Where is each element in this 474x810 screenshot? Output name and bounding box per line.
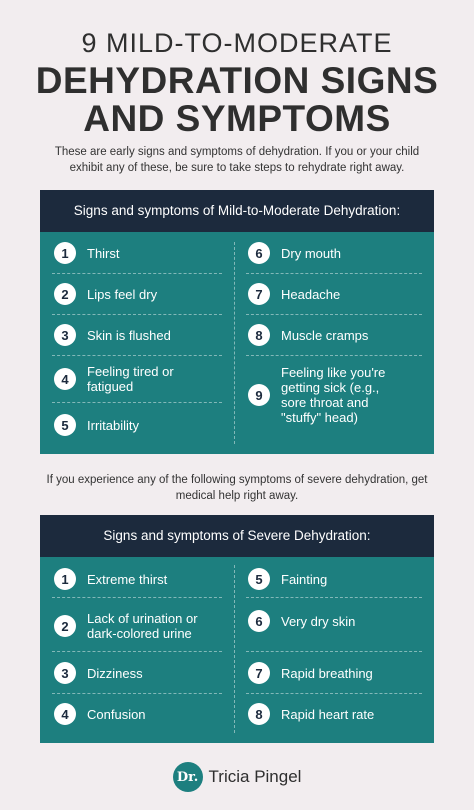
mild-symptom-item: [248, 283, 340, 305]
mild-symptom-item: [54, 324, 171, 346]
row-divider: [246, 597, 422, 598]
symptom-number-badge: 6: [248, 242, 270, 264]
symptom-number-badge: 4: [54, 368, 76, 390]
logo-mark-icon: Dr.: [173, 762, 203, 792]
symptom-number-badge: 5: [54, 414, 76, 436]
symptom-number-badge: 4: [54, 703, 76, 725]
symptom-label: Thirst: [87, 245, 120, 261]
mild-symptom-item: [54, 364, 174, 394]
logo-name: Tricia Pingel: [208, 767, 302, 786]
brand-logo: [0, 762, 474, 792]
symptom-label: Feeling tired or fatigued: [87, 364, 174, 394]
row-divider: [52, 273, 222, 274]
symptom-label: Lack of urination or dark-colored urine: [87, 611, 198, 641]
row-divider: [246, 314, 422, 315]
symptom-number-badge: 1: [54, 568, 76, 590]
symptom-label: Confusion: [87, 706, 146, 722]
mild-symptom-item: [248, 324, 368, 346]
row-divider: [246, 651, 422, 652]
severe-symptom-item: [54, 611, 198, 641]
mild-symptom-item: [54, 414, 139, 436]
row-divider: [246, 273, 422, 274]
symptom-label: Fainting: [281, 571, 328, 587]
severe-symptom-item: [54, 662, 143, 684]
severe-column-divider: [234, 565, 235, 733]
symptom-label: Very dry skin: [281, 613, 356, 629]
mild-panel-heading: Signs and symptoms of Mild-to-Moderate Dehydration:: [40, 190, 434, 232]
symptom-number-badge: 3: [54, 662, 76, 684]
intro-mild-line-2: exhibit any of these, be sure to take steps to rehydrate right away.: [69, 162, 405, 174]
severe-symptom-item: [54, 568, 167, 590]
symptom-number-badge: 7: [248, 283, 270, 305]
symptom-label: Dizziness: [87, 665, 143, 681]
mild-column-divider: [234, 242, 235, 444]
severe-symptom-item: [54, 703, 146, 725]
severe-symptoms-panel: [40, 515, 434, 743]
row-divider: [52, 693, 222, 694]
symptom-number-badge: 2: [54, 615, 76, 637]
row-divider: [52, 314, 222, 315]
intro-severe-line-1: If you experience any of the following symptoms of severe dehydration, get: [46, 474, 428, 486]
mild-symptom-item: [54, 283, 157, 305]
intro-severe-line-2: medical help right away.: [175, 490, 299, 502]
symptom-number-badge: 5: [248, 568, 270, 590]
symptom-number-badge: 7: [248, 662, 270, 684]
severe-panel-heading: Signs and symptoms of Severe Dehydration:: [40, 515, 434, 557]
symptom-label: Feeling like you're getting sick (e.g., sore throat and "stuffy" head): [281, 365, 386, 425]
infographic-subtitle: 9 MILD-TO-MODERATE: [81, 28, 393, 58]
symptom-label: Dry mouth: [281, 245, 341, 261]
symptom-number-badge: 6: [248, 610, 270, 632]
mild-symptom-item: [54, 242, 120, 264]
symptom-label: Muscle cramps: [281, 327, 369, 343]
symptom-number-badge: 2: [54, 283, 76, 305]
intro-paragraph-mild: [40, 144, 434, 176]
severe-symptom-item: [248, 703, 374, 725]
row-divider: [52, 651, 222, 652]
symptom-label: Headache: [281, 286, 341, 302]
symptom-number-badge: 8: [248, 703, 270, 725]
severe-symptom-item: [248, 610, 355, 632]
mild-symptom-item: [248, 242, 341, 264]
symptom-label: Lips feel dry: [87, 286, 158, 302]
intro-paragraph-severe: [40, 472, 434, 504]
symptom-label: Irritability: [87, 417, 140, 433]
infographic-title-line-1: DEHYDRATION SIGNS: [35, 60, 439, 101]
symptom-number-badge: 8: [248, 324, 270, 346]
symptom-label: Extreme thirst: [87, 571, 168, 587]
symptom-label: Skin is flushed: [87, 327, 171, 343]
mild-symptoms-panel: [40, 190, 434, 454]
symptom-number-badge: 3: [54, 324, 76, 346]
infographic-title-line-2: AND SYMPTOMS: [83, 98, 391, 139]
symptom-label: Rapid heart rate: [281, 706, 375, 722]
mild-symptom-item: [248, 365, 385, 425]
symptom-label: Rapid breathing: [281, 665, 373, 681]
symptom-number-badge: 9: [248, 384, 270, 406]
severe-symptom-item: [248, 568, 327, 590]
row-divider: [52, 597, 222, 598]
intro-mild-line-1: These are early signs and symptoms of dehydration. If you or your child: [54, 146, 420, 158]
row-divider: [52, 355, 222, 356]
severe-symptom-item: [248, 662, 373, 684]
symptom-number-badge: 1: [54, 242, 76, 264]
row-divider: [246, 355, 422, 356]
row-divider: [246, 693, 422, 694]
row-divider: [52, 402, 222, 403]
